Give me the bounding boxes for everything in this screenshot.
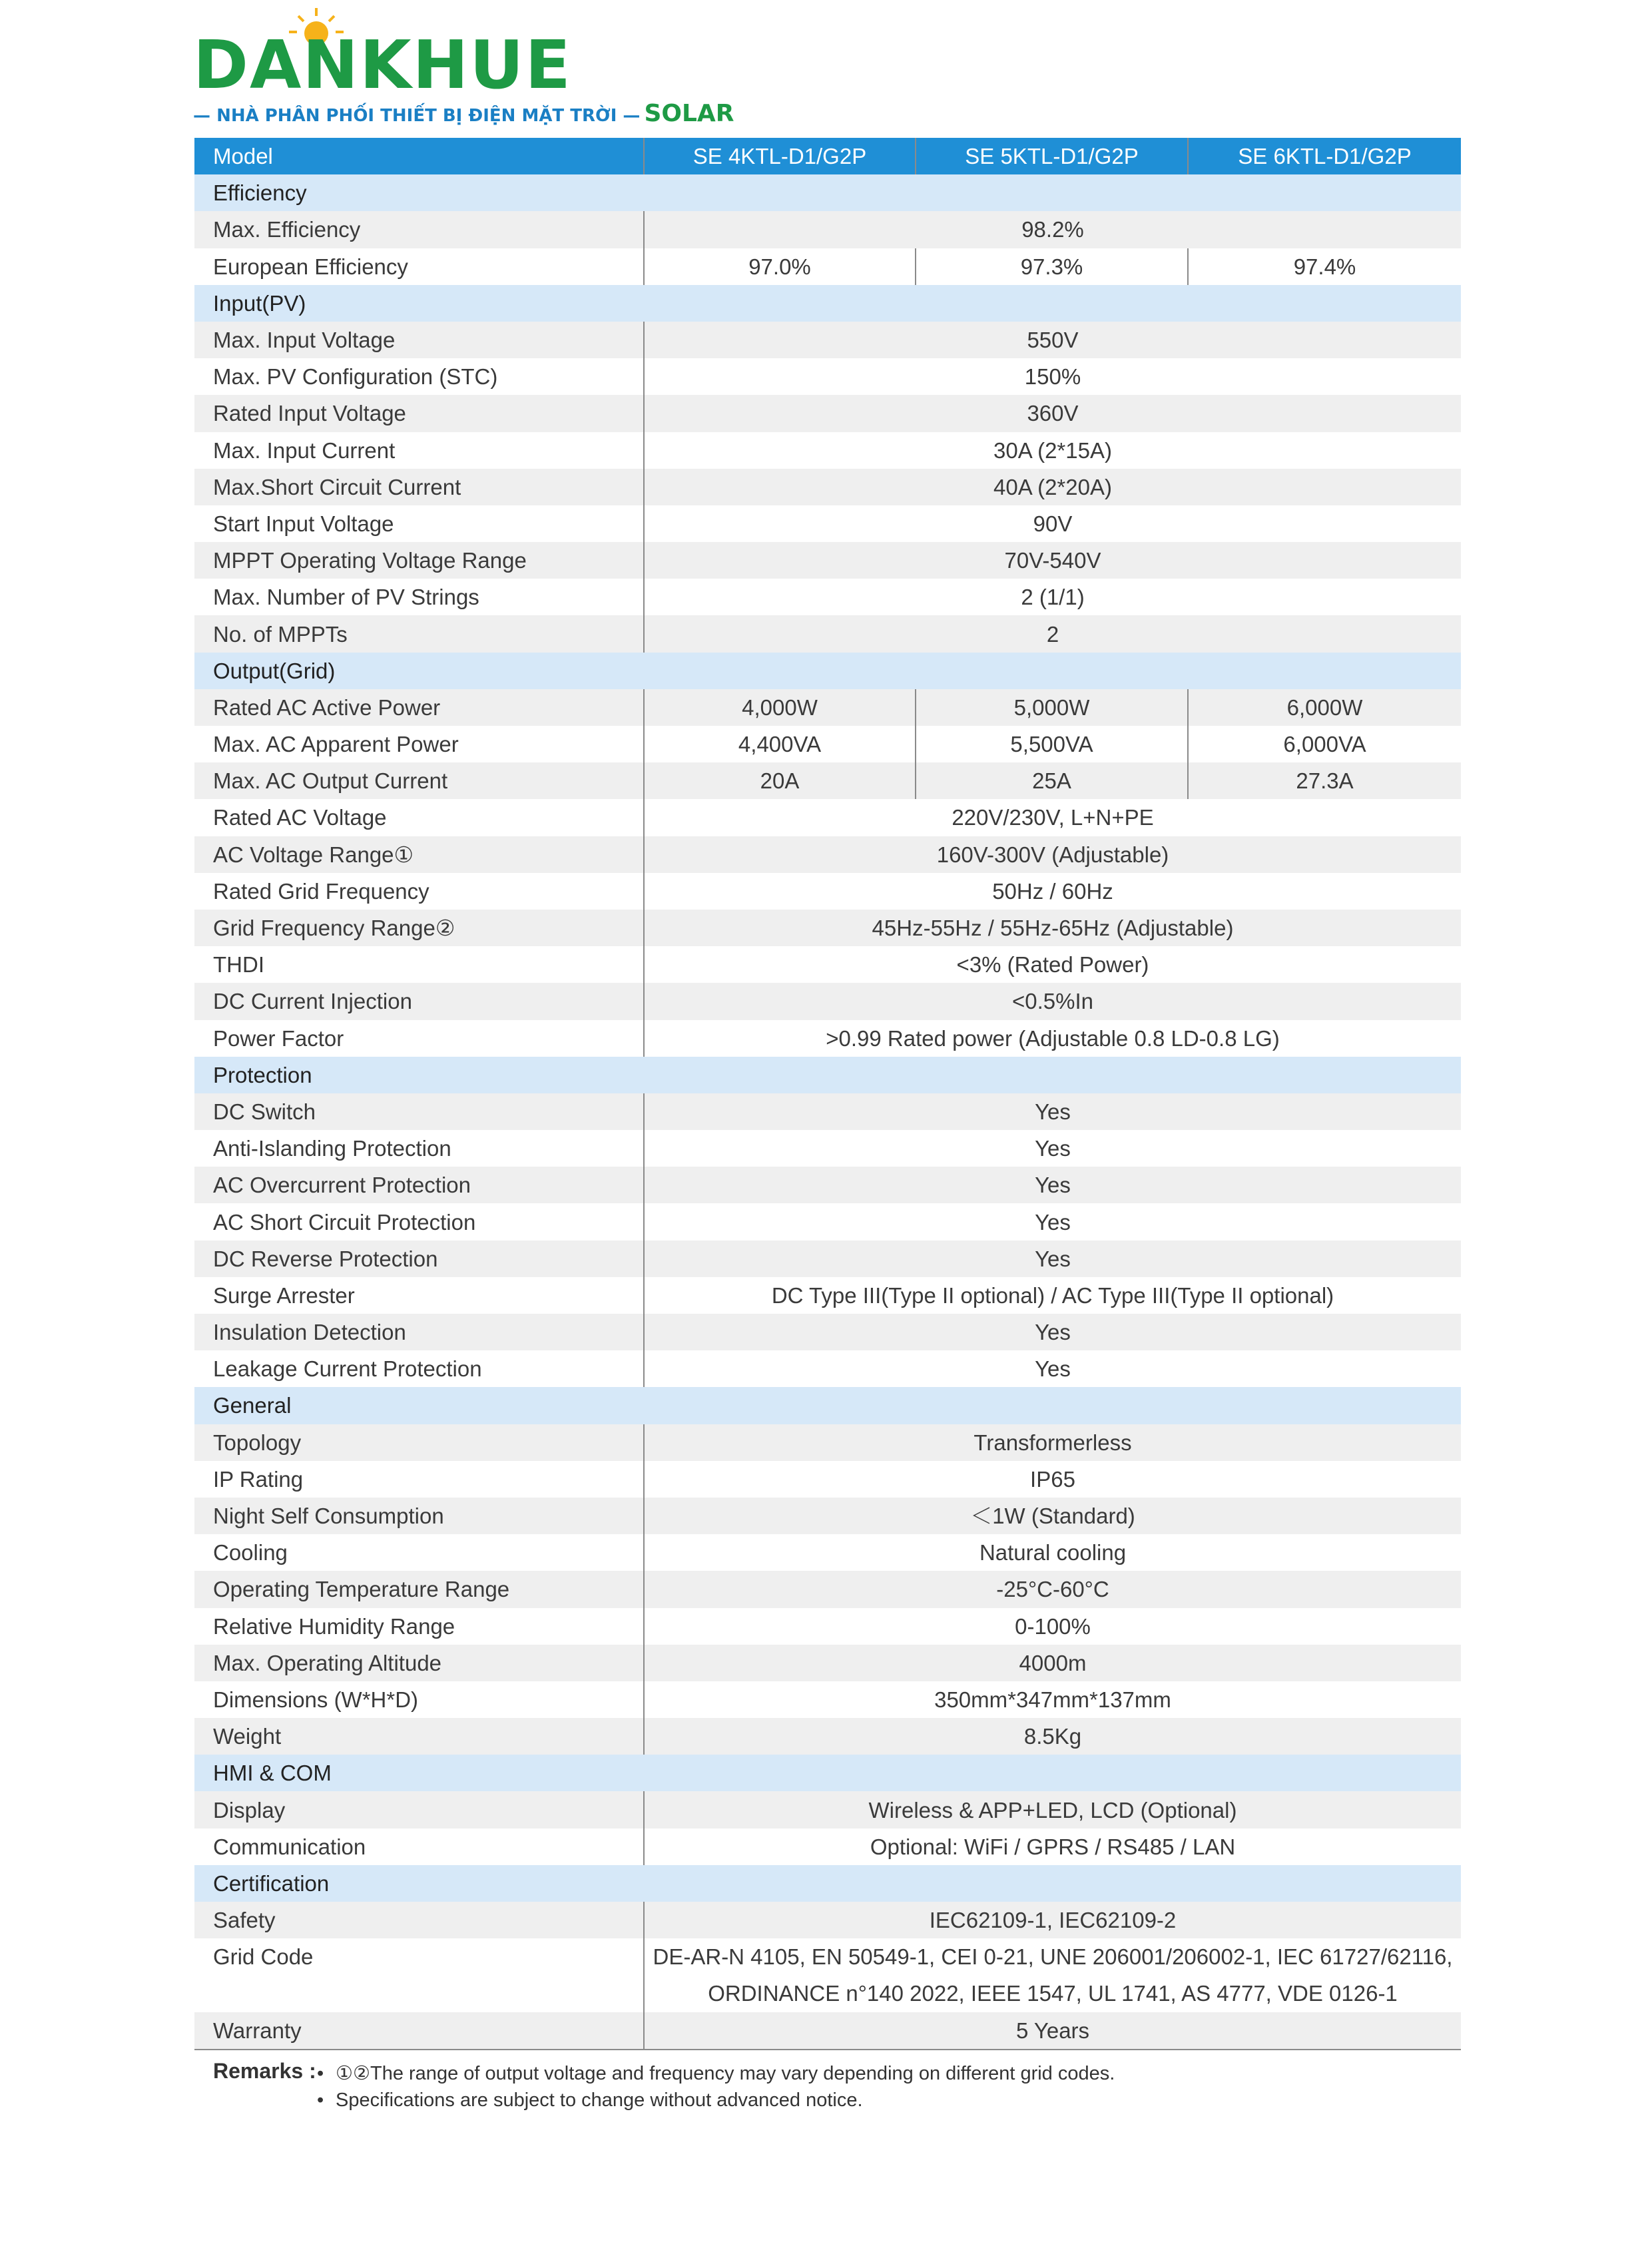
row-label: Start Input Voltage (194, 505, 644, 542)
row-label: MPPT Operating Voltage Range (194, 542, 644, 579)
table-row (194, 1461, 1461, 1498)
table-row (194, 1277, 1461, 1314)
row-label: Warranty (194, 2012, 644, 2050)
bullet: • (317, 2090, 324, 2111)
table-row (194, 358, 1461, 395)
row-value: 98.2% (644, 211, 1461, 248)
table-row (194, 689, 1461, 726)
table-row (194, 211, 1461, 248)
table-row (194, 1424, 1461, 1461)
row-value: 0-100% (644, 1608, 1461, 1645)
brand-name: DANKHUE (193, 26, 572, 104)
row-value: 40A (2*20A) (644, 469, 1461, 505)
brand-logo (193, 7, 734, 127)
row-label: European Efficiency (194, 248, 644, 285)
row-label: Rated AC Voltage (194, 799, 644, 836)
row-label: Relative Humidity Range (194, 1608, 644, 1645)
row-label: THDI (194, 946, 644, 983)
table-row (194, 873, 1461, 910)
row-value: IEC62109-1, IEC62109-2 (644, 1902, 1461, 1938)
row-value: DE-AR-N 4105, EN 50549-1, CEI 0-21, UNE 206001/206002-1, IEC 61727/62116, (644, 1938, 1461, 1975)
table-row (194, 1975, 1461, 2012)
section-title: HMI & COM (194, 1755, 1461, 1791)
row-value: Transformerless (644, 1424, 1461, 1461)
table-row (194, 579, 1461, 615)
row-label: IP Rating (194, 1461, 644, 1498)
row-value: 550V (644, 322, 1461, 358)
row-value: 5,500VA (916, 726, 1188, 762)
table-row (194, 505, 1461, 542)
row-label: Max. Input Voltage (194, 322, 644, 358)
table-row (194, 983, 1461, 1019)
row-value: IP65 (644, 1461, 1461, 1498)
row-value: 5 Years (644, 2012, 1461, 2050)
tagline-solar: SOLAR (644, 100, 734, 127)
row-label: Max.Short Circuit Current (194, 469, 644, 505)
row-value: Natural cooling (644, 1534, 1461, 1571)
table-row (194, 726, 1461, 762)
model-name: SE 6KTL-D1/G2P (1188, 138, 1461, 174)
section-row (194, 1057, 1461, 1093)
row-label: Communication (194, 1828, 644, 1865)
row-label: Grid Frequency Range② (194, 910, 644, 946)
row-label: Safety (194, 1902, 644, 1938)
section-row (194, 285, 1461, 322)
section-title: Output(Grid) (194, 653, 1461, 689)
row-label: DC Current Injection (194, 983, 644, 1019)
section-row (194, 653, 1461, 689)
row-value: Optional: WiFi / GPRS / RS485 / LAN (644, 1828, 1461, 1865)
table-row (194, 1828, 1461, 1865)
table-row (194, 1203, 1461, 1240)
row-value: Yes (644, 1314, 1461, 1350)
section-row (194, 1755, 1461, 1791)
section-title: General (194, 1387, 1461, 1424)
row-value: 27.3A (1188, 762, 1461, 799)
row-value: 350mm*347mm*137mm (644, 1681, 1461, 1718)
header-row (194, 138, 1461, 174)
table-row (194, 762, 1461, 799)
row-label: Max. Number of PV Strings (194, 579, 644, 615)
row-value: 8.5Kg (644, 1718, 1461, 1755)
table-row (194, 1571, 1461, 1607)
row-value: 30A (2*15A) (644, 432, 1461, 469)
row-value: -25°C-60°C (644, 1571, 1461, 1607)
table-row (194, 1167, 1461, 1203)
row-value: <0.5%In (644, 983, 1461, 1019)
row-value: 2 (1/1) (644, 579, 1461, 615)
section-title: Input(PV) (194, 285, 1461, 322)
row-value: ＜1W (Standard) (644, 1498, 1461, 1534)
row-label: Power Factor (194, 1020, 644, 1057)
row-value: 4,400VA (644, 726, 916, 762)
row-value: >0.99 Rated power (Adjustable 0.8 LD-0.8 LG) (644, 1020, 1461, 1057)
row-label: DC Reverse Protection (194, 1241, 644, 1277)
row-label: Max. AC Output Current (194, 762, 644, 799)
row-value: Yes (644, 1167, 1461, 1203)
table-row (194, 1020, 1461, 1057)
remarks-label: Remarks : (213, 2059, 316, 2083)
row-value: 2 (644, 615, 1461, 652)
row-label: Cooling (194, 1534, 644, 1571)
table-row (194, 1498, 1461, 1534)
row-label (194, 1975, 644, 2012)
row-label: Dimensions (W*H*D) (194, 1681, 644, 1718)
row-value: Yes (644, 1130, 1461, 1167)
row-label: Rated Grid Frequency (194, 873, 644, 910)
remark-text: ①②The range of output voltage and frequency may vary depending on different grid codes. (336, 2063, 1115, 2084)
row-label: Max. Operating Altitude (194, 1645, 644, 1681)
row-value: Wireless & APP+LED, LCD (Optional) (644, 1791, 1461, 1828)
table-row (194, 322, 1461, 358)
row-value: 360V (644, 395, 1461, 431)
table-row (194, 432, 1461, 469)
row-value: Yes (644, 1241, 1461, 1277)
row-label: Max. Efficiency (194, 211, 644, 248)
row-label: Insulation Detection (194, 1314, 644, 1350)
row-value: 25A (916, 762, 1188, 799)
bullet: • (317, 2063, 324, 2084)
row-value: Yes (644, 1093, 1461, 1130)
remark-item (317, 2090, 863, 2111)
row-value: 220V/230V, L+N+PE (644, 799, 1461, 836)
table-row (194, 615, 1461, 652)
row-value: ORDINANCE n°140 2022, IEEE 1547, UL 1741, AS 4777, VDE 0126-1 (644, 1975, 1461, 2012)
table-row (194, 1608, 1461, 1645)
table-row (194, 1681, 1461, 1718)
row-label: AC Voltage Range① (194, 836, 644, 873)
section-title: Efficiency (194, 174, 1461, 211)
row-label: Grid Code (194, 1938, 644, 1975)
row-label: Max. Input Current (194, 432, 644, 469)
row-value: Yes (644, 1350, 1461, 1387)
table-row (194, 946, 1461, 983)
table-row (194, 1350, 1461, 1387)
row-value: 97.4% (1188, 248, 1461, 285)
row-value: 150% (644, 358, 1461, 395)
row-label: Max. PV Configuration (STC) (194, 358, 644, 395)
row-value: 20A (644, 762, 916, 799)
table-row (194, 1718, 1461, 1755)
row-value: 6,000W (1188, 689, 1461, 726)
row-label: Anti-Islanding Protection (194, 1130, 644, 1167)
row-value: 6,000VA (1188, 726, 1461, 762)
row-label: No. of MPPTs (194, 615, 644, 652)
table-row (194, 1093, 1461, 1130)
row-label: Operating Temperature Range (194, 1571, 644, 1607)
spec-table (194, 138, 1461, 2050)
header-label: Model (194, 138, 644, 174)
model-name: SE 4KTL-D1/G2P (644, 138, 916, 174)
table-row (194, 1645, 1461, 1681)
row-label: Night Self Consumption (194, 1498, 644, 1534)
row-label: AC Overcurrent Protection (194, 1167, 644, 1203)
row-label: Rated Input Voltage (194, 395, 644, 431)
table-row (194, 1902, 1461, 1938)
section-row (194, 1865, 1461, 1902)
table-row (194, 469, 1461, 505)
row-value: 45Hz-55Hz / 55Hz-65Hz (Adjustable) (644, 910, 1461, 946)
row-label: DC Switch (194, 1093, 644, 1130)
table-row (194, 248, 1461, 285)
model-name: SE 5KTL-D1/G2P (916, 138, 1188, 174)
row-value: 160V-300V (Adjustable) (644, 836, 1461, 873)
row-label: Rated AC Active Power (194, 689, 644, 726)
row-label: Topology (194, 1424, 644, 1461)
table-row (194, 910, 1461, 946)
row-value: 5,000W (916, 689, 1188, 726)
row-value: 97.0% (644, 248, 916, 285)
tagline-text: NHÀ PHÂN PHỐI THIẾT BỊ ĐIỆN MẶT TRỜI (216, 106, 617, 126)
remark-text: Specifications are subject to change without advanced notice. (336, 2090, 863, 2111)
row-value: <3% (Rated Power) (644, 946, 1461, 983)
row-value: 70V-540V (644, 542, 1461, 579)
table-row (194, 542, 1461, 579)
table-row (194, 836, 1461, 873)
table-row (194, 395, 1461, 431)
row-label: Leakage Current Protection (194, 1350, 644, 1387)
row-label: Surge Arrester (194, 1277, 644, 1314)
row-label: Weight (194, 1718, 644, 1755)
row-value: 97.3% (916, 248, 1188, 285)
row-value: 90V (644, 505, 1461, 542)
table-row (194, 1791, 1461, 1828)
table-row (194, 1241, 1461, 1277)
remark-item (317, 2062, 1115, 2085)
row-label: AC Short Circuit Protection (194, 1203, 644, 1240)
table-row (194, 1938, 1461, 1975)
row-value: 4000m (644, 1645, 1461, 1681)
section-title: Protection (194, 1057, 1461, 1093)
table-row (194, 1314, 1461, 1350)
table-row (194, 1130, 1461, 1167)
table-row (194, 799, 1461, 836)
row-value: Yes (644, 1203, 1461, 1240)
brand-tagline: — NHÀ PHÂN PHỐI THIẾT BỊ ĐIỆN MẶT TRỜI — SOLAR (193, 100, 734, 127)
warranty-row (194, 2012, 1461, 2050)
row-value: 50Hz / 60Hz (644, 873, 1461, 910)
table-row (194, 1534, 1461, 1571)
section-title: Certification (194, 1865, 1461, 1902)
section-row (194, 174, 1461, 211)
row-value: DC Type III(Type II optional) / AC Type III(Type II optional) (644, 1277, 1461, 1314)
row-value: 4,000W (644, 689, 916, 726)
row-label: Display (194, 1791, 644, 1828)
row-label: Max. AC Apparent Power (194, 726, 644, 762)
section-row (194, 1387, 1461, 1424)
